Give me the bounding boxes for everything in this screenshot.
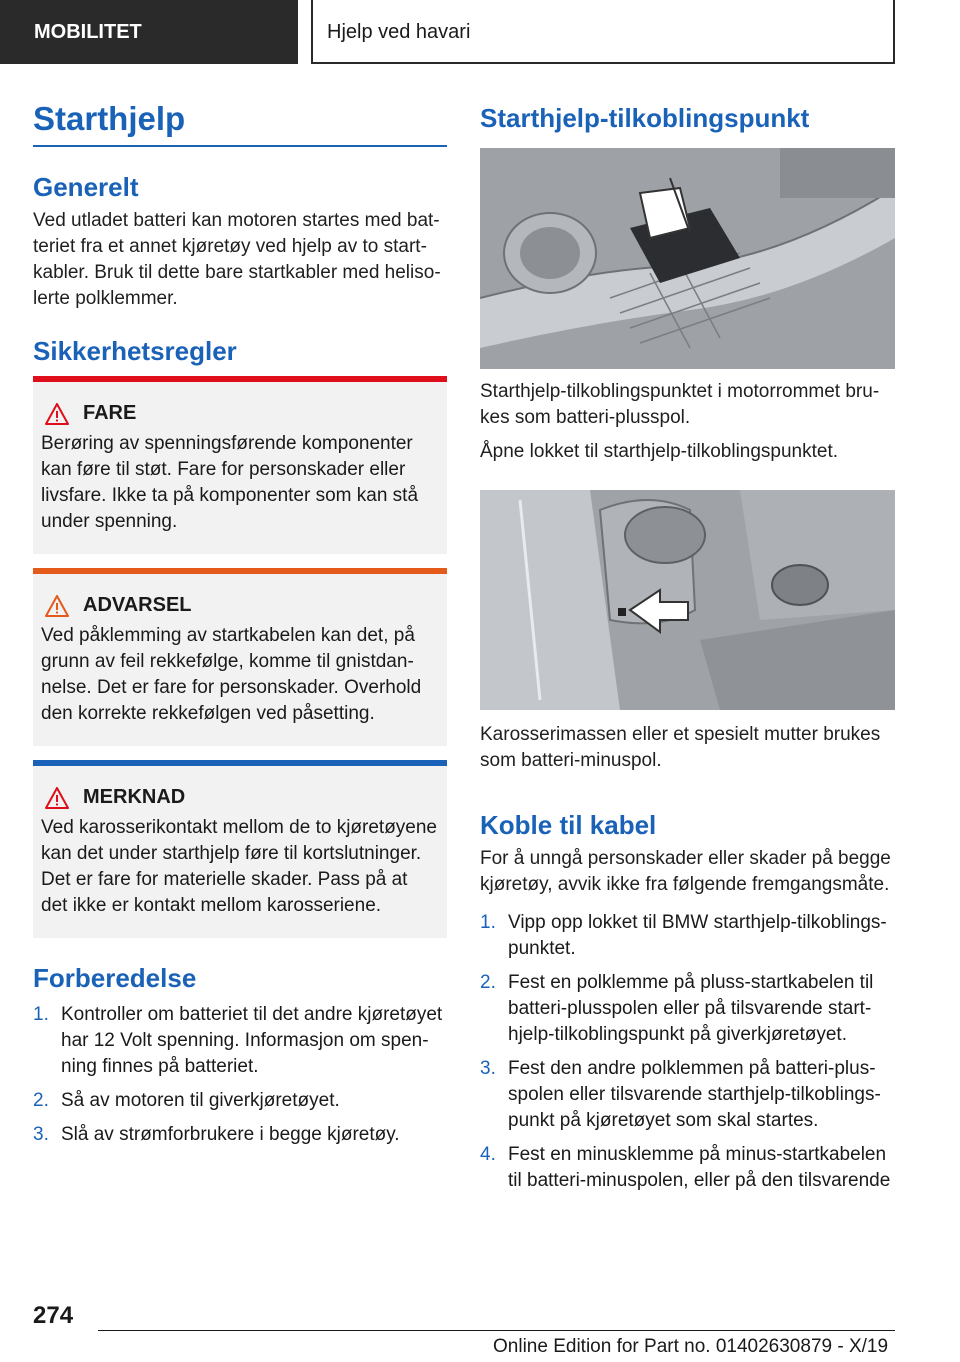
list-item: 2. Fest en polklemme på pluss-startkabelen til batteri-plusspolen eller på tilsvarende starthjelp-tilkoblingspunkt på giverkjøretøyet. — [480, 972, 874, 1045]
warning-triangle-icon — [45, 403, 69, 425]
safety-heading: Sikkerhetsregler — [33, 336, 237, 366]
warning-box-danger — [33, 376, 447, 554]
chapter-header: Hjelp ved havari — [311, 0, 895, 64]
warning-text: Ved karosserikontakt mellom de to kjøretøyene kan det under starthjelp føre til kortslutninger. Det er fare for materielle skader. Pass på at det ikke er kontakt mellom karosseriene. — [41, 817, 438, 916]
page-number: 274 — [33, 1302, 74, 1329]
warning-bar — [33, 568, 447, 574]
warning-label: FARE — [83, 402, 137, 424]
warning-triangle-icon — [45, 595, 69, 617]
footer-divider — [98, 1330, 895, 1331]
engine-bay-photo-negative — [480, 490, 895, 710]
warning-text: Ved påklemming av startkabelen kan det, på grunn av feil rekkefølge, komme til gnistdannelse. Det er fare for personskader. Overhold den korrekte rekkefølgen ved påsetting. — [41, 625, 422, 724]
list-item: 1. Kontroller om batteriet til det andre kjøretøyet har 12 Volt spenning. Informasjon om spenning finnes på batteriet. — [33, 1004, 443, 1077]
list-item: 4. Fest en minusklemme på minus-startkabelen til batteri-minuspolen, eller på den tilsvarende — [480, 1144, 891, 1191]
caption-negative: Karosserimassen eller et spesielt mutter brukes som batteri-minuspol. — [480, 724, 881, 771]
warning-label: MERKNAD — [83, 786, 186, 808]
prep-heading: Forberedelse — [33, 963, 197, 993]
prep-steps — [33, 1002, 447, 1156]
warning-box-caution — [33, 568, 447, 746]
warning-triangle-icon — [45, 787, 69, 809]
connection-point-heading: Starthjelp-tilkoblingspunkt — [480, 103, 810, 133]
section-tab: MOBILITET — [0, 0, 298, 64]
connect-steps — [480, 910, 895, 1202]
warning-label: ADVARSEL — [83, 594, 192, 616]
list-item: 2. Så av motoren til giverkjøretøyet. — [33, 1090, 340, 1111]
list-item: 3. Fest den andre polklemmen på batteri-plusspolen eller tilsvarende starthjelp-tilkoblingspunkt på kjøretøyet som skal startes. — [480, 1058, 881, 1131]
connect-heading: Koble til kabel — [480, 810, 657, 840]
general-text: Ved utladet batteri kan motoren startes med batteriet fra et annet kjøretøy ved hjelp av to startkabler. Bruk til dette bare startkabler med helisolerte polklemmer. — [33, 210, 441, 309]
page-title: Starthjelp — [33, 100, 186, 137]
caption-positive: Starthjelp-tilkoblingspunktet i motorrommet brukes som batteri-plusspol. — [480, 381, 880, 428]
title-divider — [33, 145, 447, 147]
warning-box-notice — [33, 760, 447, 938]
warning-bar — [33, 376, 447, 382]
connect-intro: For å unngå personskader eller skader på begge kjøretøy, avvik ikke fra følgende fremgangsmåte. — [480, 848, 891, 895]
warning-bar — [33, 760, 447, 766]
engine-bay-photo-positive — [480, 148, 895, 369]
list-item: 1. Vipp opp lokket til BMW starthjelp-tilkoblingspunktet. — [480, 912, 887, 959]
warning-text: Berøring av spenningsførende komponenter kan føre til støt. Fare for personskader eller livsfare. Ikke ta på komponenter som kan stå under spenning. — [41, 433, 419, 532]
edition-note: Online Edition for Part no. 01402630879 - X/19 — [493, 1336, 889, 1357]
caption-open-lid: Åpne lokket til starthjelp-tilkoblingspunktet. — [480, 441, 839, 462]
list-item: 3. Slå av strømforbrukere i begge kjøretøy. — [33, 1124, 400, 1145]
general-heading: Generelt — [33, 172, 139, 202]
